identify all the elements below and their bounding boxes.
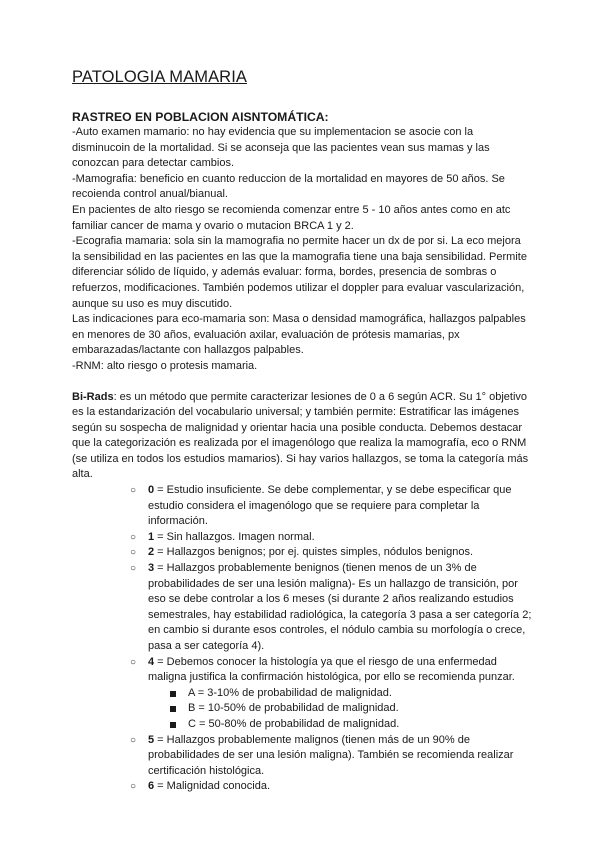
category-text: = Hallazgos probablemente malignos (tienen más de un 90% de probabilidades de ser una lesión maligna). También se recomienda realizar certificación histológica. bbox=[148, 733, 514, 777]
category-number: 0 bbox=[148, 484, 155, 497]
category-text: = Estudio insuficiente. Se debe complementar, y se debe especificar que estudio considera el imagenólogo que se requiere para completar la información. bbox=[148, 484, 512, 528]
hollow-circle-bullet-icon: ○ bbox=[130, 563, 137, 575]
paragraph-mamografia: -Mamografia: beneficio en cuanto reduccion de la mortalidad en mayores de 50 años. Se recoienda control anual/bianual. bbox=[72, 172, 505, 201]
category-number: 4 bbox=[148, 655, 155, 668]
birads-category-0 bbox=[130, 483, 532, 530]
page-title: PATOLOGIA MAMARIA bbox=[72, 68, 247, 86]
birads-intro: : es un método que permite caracterizar lesiones de 0 a 6 según ACR. Su 1° objetivo es la estandarización del vocabulario universal; y también permite: Estratificar las imágenes según su sospecha de malignidad y orientar hacia una posible conducta. Debemos destacar que la categorización es realizada por el imagenólogo que realiza la mamografía, eco o RNM (se utiliza en todos los estudios mamarios). Si hay varios hallazgos, se toma la categoría más alta. bbox=[72, 390, 529, 481]
hollow-circle-bullet-icon: ○ bbox=[130, 485, 137, 497]
paragraph-indicaciones: Las indicaciones para eco-mamaria son: Masa o densidad mamográfica, hallazgos palpables en menores de 30 años, evaluación axilar, evaluación de prótesis mamarias, px embarazadas/lactante con hallazgos palpables. bbox=[72, 313, 526, 357]
category-4-subtypes bbox=[170, 686, 532, 733]
birads-category-4 bbox=[130, 655, 532, 733]
category-text: = Hallazgos probablemente benignos (tienen menos de un 3% de probabilidades de ser una lesión maligna)- Es un hallazgo de transición, por eso se debe controlar a los 6 meses (si durante 2 años realizando estudios semestrales, hay estabilidad radiológica, la categoría 3 pasa a ser categoría 2; en cambio si durante esos controles, el nódulo cambia su morfología o crece, pasa a ser categoría 4). bbox=[148, 562, 532, 652]
hollow-circle-bullet-icon: ○ bbox=[130, 781, 137, 793]
paragraph-rnm: -RNM: alto riesgo o protesis mamaria. bbox=[72, 359, 258, 372]
birads-category-2 bbox=[130, 545, 532, 561]
subtype-text: C = 50-80% de probabilidad de malignidad. bbox=[188, 717, 400, 730]
category-text: = Debemos conocer la histología ya que el riesgo de una enfermedad maligna justifica la confirmación histológica, por ello se recomienda punzar. bbox=[148, 655, 515, 684]
subtype-text: B = 10-50% de probabilidad de malignidad. bbox=[188, 702, 399, 715]
birads-paragraph bbox=[72, 390, 532, 484]
subtype-text: A = 3-10% de probabilidad de malignidad. bbox=[188, 686, 392, 699]
hollow-circle-bullet-icon: ○ bbox=[130, 656, 137, 668]
category-number: 2 bbox=[148, 546, 155, 559]
paragraph-alto-riesgo: En pacientes de alto riesgo se recomienda comenzar entre 5 - 10 años antes como en atc familiar cancer de mama y ovario o mutacion BRCA 1 y 2. bbox=[72, 203, 511, 232]
hollow-circle-bullet-icon: ○ bbox=[130, 734, 137, 746]
category-number: 5 bbox=[148, 733, 155, 746]
birads-term: Bi-Rads bbox=[72, 390, 114, 403]
square-bullet-icon bbox=[170, 691, 176, 697]
document-page bbox=[72, 68, 532, 795]
category-text: = Hallazgos benignos; por ej. quistes simples, nódulos benignos. bbox=[154, 546, 474, 559]
category-number: 1 bbox=[148, 530, 155, 543]
square-bullet-icon bbox=[170, 722, 176, 728]
subtype-c bbox=[170, 717, 532, 733]
category-text: = Sin hallazgos. Imagen normal. bbox=[154, 530, 315, 543]
section-title: RASTREO EN POBLACION AISNTOMÁTICA: bbox=[72, 110, 329, 124]
hollow-circle-bullet-icon: ○ bbox=[130, 547, 137, 559]
category-number: 6 bbox=[148, 780, 155, 793]
birads-category-1 bbox=[130, 530, 532, 546]
paragraph-autoexamen: -Auto examen mamario: no hay evidencia que su implementacion se asocie con la disminucoin de la mortalidad. Si se aconseja que las pacientes vean sus mamas y las conozcan para detectar cambios. bbox=[72, 126, 490, 170]
spacer bbox=[72, 375, 532, 390]
subtype-b bbox=[170, 701, 532, 717]
birads-category-3 bbox=[130, 561, 532, 655]
birads-category-6 bbox=[130, 779, 532, 795]
birads-category-5 bbox=[130, 733, 532, 780]
paragraph-ecografia: -Ecografia mamaria: sola sin la mamografia no permite hacer un dx de por si. La eco mejora la sensibilidad en las pacientes en las que la mamografia tiene una baja sensibilidad. Permite diferenciar sólido de líquido, y además evaluar: forma, bordes, presencia de sombras o refuerzos, modificaciones. También podemos utilizar el doppler para evaluar vascularización, aunque su uso es muy discutido. bbox=[72, 235, 527, 310]
subtype-a bbox=[170, 686, 532, 702]
category-number: 3 bbox=[148, 562, 155, 575]
hollow-circle-bullet-icon: ○ bbox=[130, 531, 137, 543]
birads-category-list bbox=[130, 483, 532, 795]
category-text: = Malignidad conocida. bbox=[154, 780, 271, 793]
square-bullet-icon bbox=[170, 706, 176, 712]
